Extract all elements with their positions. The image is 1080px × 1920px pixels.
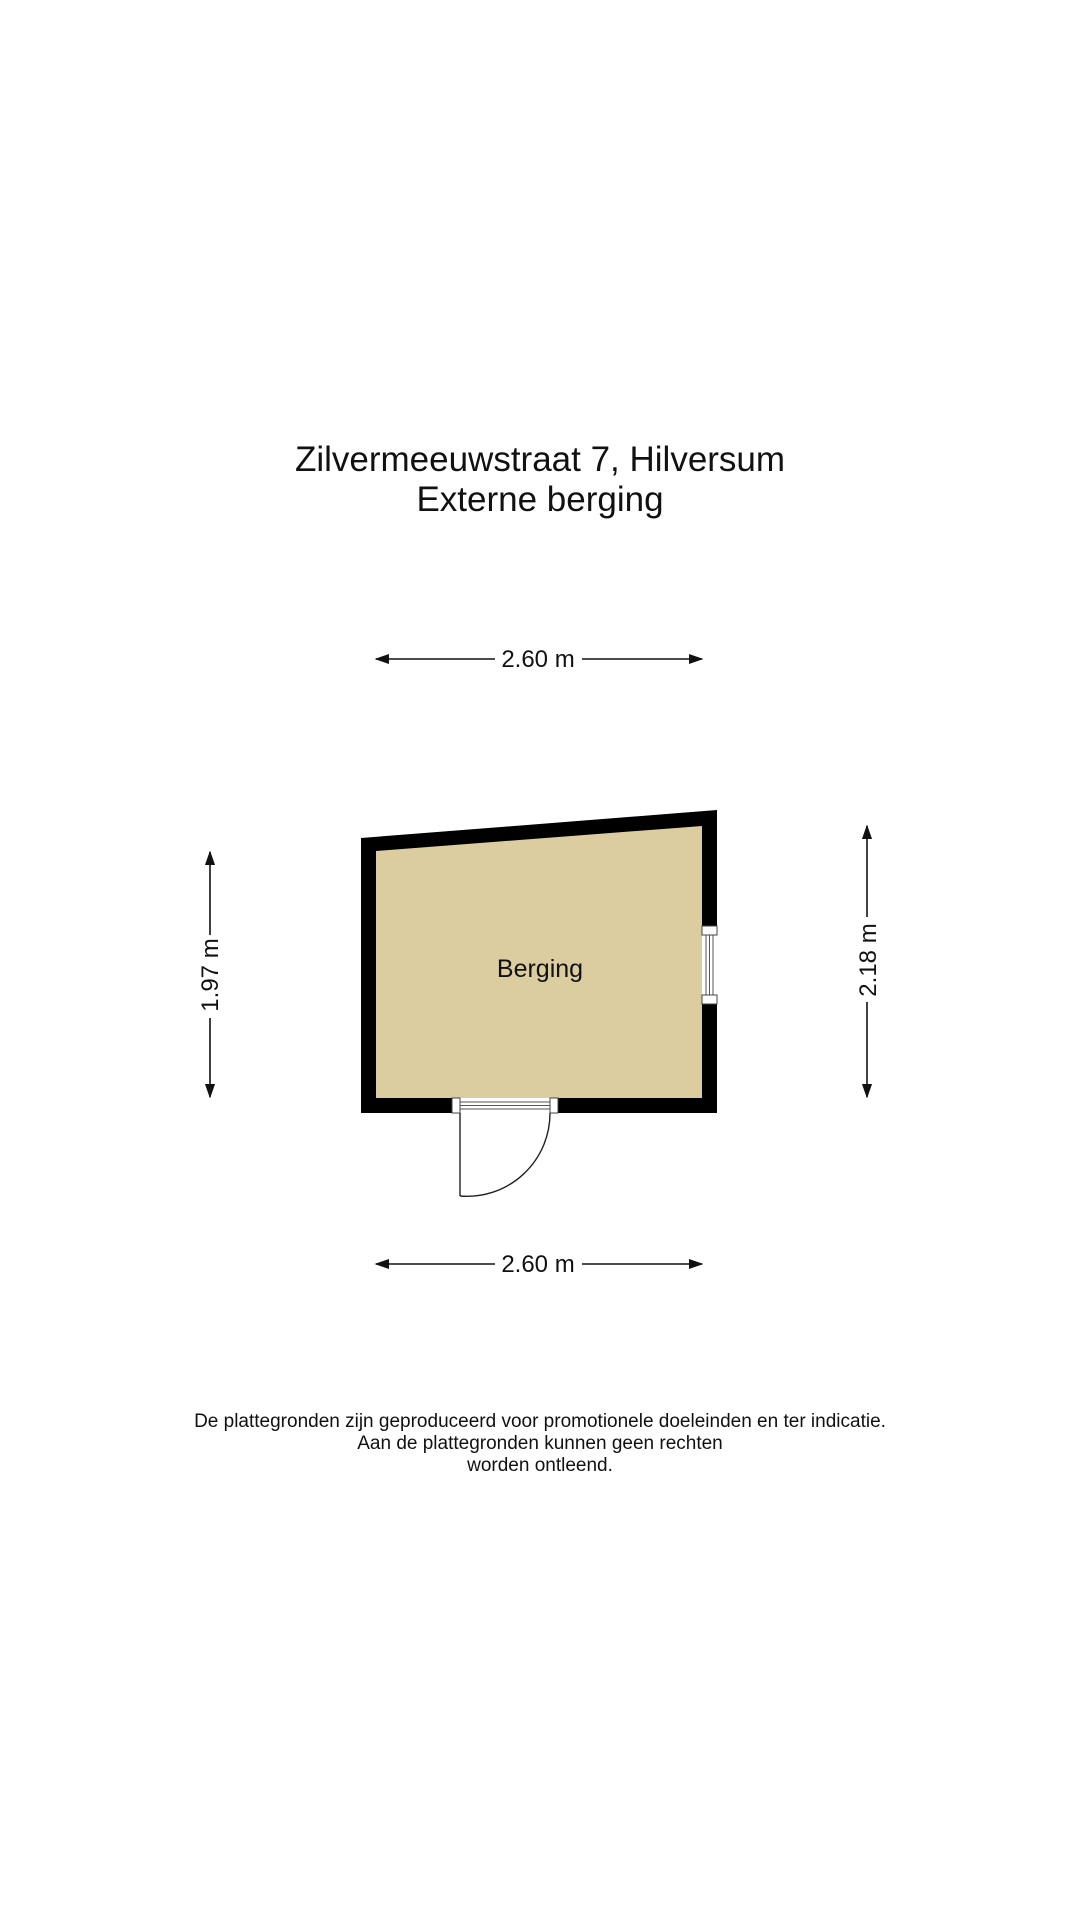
dimension-right	[855, 826, 882, 1097]
dimension-left	[197, 852, 224, 1097]
page-title: Zilvermeeuwstraat 7, Hilversum	[294, 440, 786, 479]
window	[702, 926, 717, 1004]
disclaimer-line: De plattegronden zijn geproduceerd voor promotionele doeleinden en ter indicatie.	[194, 1411, 886, 1432]
disclaimer-line: Aan de plattegronden kunnen geen rechten	[357, 1433, 723, 1454]
dimension-right-label: 2.18 m	[855, 923, 882, 997]
dimension-bottom-label: 2.60 m	[501, 1251, 575, 1278]
floor-subtitle: Externe berging	[416, 480, 664, 519]
dimension-top-label: 2.60 m	[501, 646, 575, 673]
door-swing-arc	[460, 1113, 550, 1196]
room-label-berging: Berging	[496, 955, 584, 983]
dimension-top	[376, 646, 702, 673]
door	[452, 1098, 558, 1196]
dimension-left-label: 1.97 m	[197, 938, 224, 1012]
disclaimer-line: worden ontleend.	[467, 1455, 613, 1476]
dimension-bottom	[376, 1251, 702, 1278]
